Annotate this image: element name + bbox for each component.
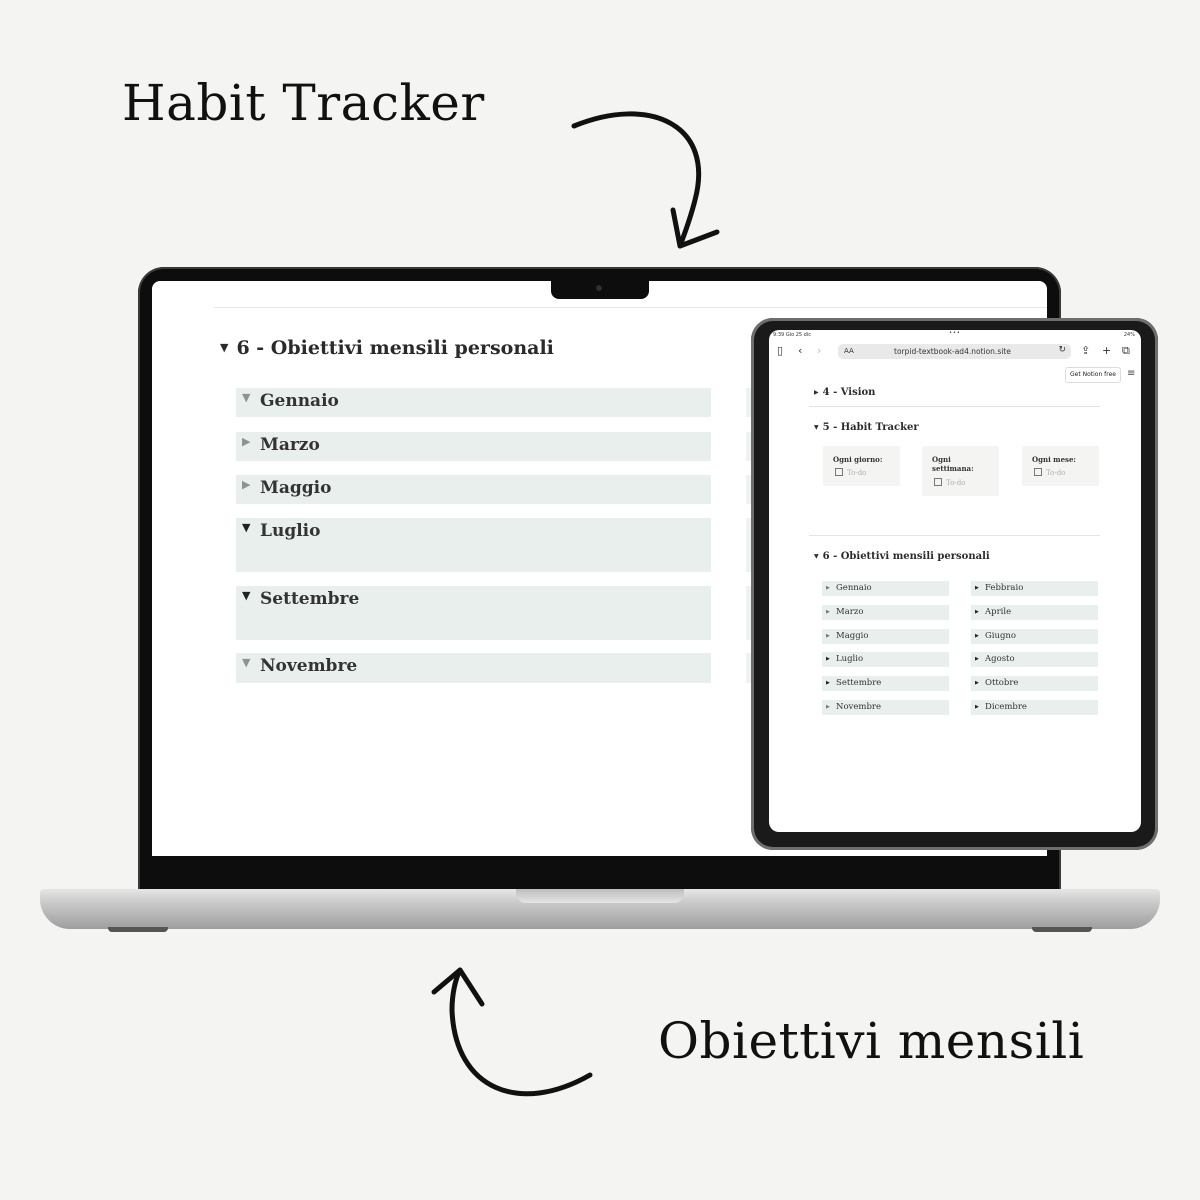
battery-level: 24% <box>1123 332 1135 338</box>
triangle-icon: ▼ <box>242 589 251 602</box>
hamburger-icon[interactable]: ≡ <box>1127 368 1136 379</box>
month-marzo[interactable] <box>822 605 949 620</box>
triangle-icon: ▼ <box>242 656 251 669</box>
triangle-icon: ▶ <box>975 656 979 662</box>
divider <box>809 406 1100 407</box>
month-novembre[interactable] <box>822 700 949 715</box>
section-goals[interactable] <box>814 551 990 562</box>
more-dots-icon[interactable]: ••• <box>949 330 961 336</box>
habit-card-daily <box>823 446 900 486</box>
checkbox-icon[interactable] <box>835 468 843 476</box>
triangle-icon: ▼ <box>220 341 229 354</box>
share-icon[interactable]: ⇪ <box>1081 344 1091 357</box>
divider <box>214 307 1047 308</box>
toggle-settembre[interactable] <box>236 586 711 640</box>
triangle-icon: ▶ <box>814 389 819 396</box>
get-notion-free-button[interactable]: Get Notion free <box>1065 367 1121 383</box>
month-agosto[interactable] <box>971 652 1098 667</box>
toggle-label: Maggio <box>260 478 332 498</box>
toggle-label: Luglio <box>260 521 321 541</box>
month-label: Agosto <box>985 654 1015 664</box>
arrow-up-icon <box>434 970 590 1094</box>
toggle-marzo[interactable] <box>236 432 711 461</box>
section-habit-tracker[interactable] <box>814 422 919 433</box>
caption-habit-tracker: Habit Tracker <box>122 74 485 132</box>
divider <box>809 535 1100 536</box>
todo-placeholder: To-do <box>946 479 966 487</box>
triangle-icon: ▶ <box>975 585 979 591</box>
month-luglio[interactable] <box>822 652 949 667</box>
triangle-icon: ▶ <box>975 704 979 710</box>
caption-obiettivi-mensili: Obiettivi mensili <box>658 1012 1085 1070</box>
month-label: Gennaio <box>836 583 872 593</box>
camera-icon <box>596 285 602 291</box>
sidebar-icon[interactable]: ▯ <box>777 344 784 357</box>
status-time: 9:39 Gio 25 dic <box>773 332 811 338</box>
toggle-label: Gennaio <box>260 391 339 411</box>
checkbox-icon[interactable] <box>934 478 942 486</box>
chevron-right-icon[interactable]: › <box>817 344 822 357</box>
toggle-luglio[interactable] <box>236 518 711 572</box>
section-vision[interactable] <box>814 387 875 398</box>
month-gennaio[interactable] <box>822 581 949 596</box>
habit-card-title: Ogni mese: <box>1032 455 1077 464</box>
month-label: Luglio <box>836 654 864 664</box>
section-label: 5 - Habit Tracker <box>822 422 919 433</box>
month-settembre[interactable] <box>822 676 949 691</box>
toggle-novembre[interactable] <box>236 653 711 683</box>
todo-placeholder: To-do <box>847 469 867 477</box>
toggle-label: Novembre <box>260 656 358 676</box>
month-label: Giugno <box>985 631 1017 641</box>
month-label: Novembre <box>836 702 881 712</box>
triangle-icon: ▶ <box>826 656 830 662</box>
habit-card-title: Ogni giorno: <box>833 455 883 464</box>
month-label: Ottobre <box>985 678 1019 688</box>
section-heading-label: 6 - Obiettivi mensili personali <box>236 337 554 359</box>
section-label: 4 - Vision <box>822 387 876 398</box>
toggle-maggio[interactable] <box>236 475 711 504</box>
arrow-down-icon <box>574 114 717 246</box>
month-maggio[interactable] <box>822 629 949 644</box>
triangle-icon: ▶ <box>826 704 830 710</box>
laptop-foot <box>1032 927 1092 932</box>
month-label: Febbraio <box>985 583 1024 593</box>
browser-toolbar <box>769 342 1141 362</box>
todo-item[interactable] <box>1034 468 1065 477</box>
tablet-screen <box>769 330 1141 832</box>
laptop-bezel <box>152 856 1047 866</box>
triangle-icon: ▶ <box>975 633 979 639</box>
month-febbraio[interactable] <box>971 581 1098 596</box>
triangle-icon: ▶ <box>975 609 979 615</box>
chevron-left-icon[interactable]: ‹ <box>798 344 803 357</box>
checkbox-icon[interactable] <box>1034 468 1042 476</box>
reload-icon[interactable]: ↻ <box>1058 345 1066 355</box>
month-label: Marzo <box>836 607 864 617</box>
tabs-icon[interactable]: ⧉ <box>1122 344 1130 357</box>
reader-aa-button[interactable]: AA <box>844 347 854 355</box>
address-url: torpid-textbook-ad4.notion.site <box>894 347 1011 356</box>
month-dicembre[interactable] <box>971 700 1098 715</box>
month-label: Maggio <box>836 631 869 641</box>
laptop-foot <box>108 927 168 932</box>
triangle-icon: ▼ <box>814 553 819 560</box>
triangle-icon: ▼ <box>814 424 819 431</box>
month-aprile[interactable] <box>971 605 1098 620</box>
plus-icon[interactable]: + <box>1102 344 1112 357</box>
triangle-icon: ▶ <box>242 435 251 448</box>
triangle-icon: ▶ <box>826 585 830 591</box>
todo-item[interactable] <box>934 478 965 487</box>
month-label: Aprile <box>985 607 1012 617</box>
address-bar[interactable] <box>838 344 1071 359</box>
triangle-icon: ▼ <box>242 521 251 534</box>
triangle-icon: ▶ <box>826 609 830 615</box>
todo-item[interactable] <box>835 468 866 477</box>
toggle-label: Marzo <box>260 435 320 455</box>
toggle-gennaio[interactable] <box>236 388 711 417</box>
month-label: Dicembre <box>985 702 1027 712</box>
todo-placeholder: To-do <box>1046 469 1066 477</box>
status-bar <box>769 332 1141 340</box>
section-label: 6 - Obiettivi mensili personali <box>822 551 990 562</box>
triangle-icon: ▶ <box>826 633 830 639</box>
triangle-icon: ▶ <box>242 478 251 491</box>
month-giugno[interactable] <box>971 629 1098 644</box>
habit-card-title: Ogni settimana: <box>932 455 974 473</box>
habit-card-monthly <box>1022 446 1099 486</box>
section-heading-goals[interactable] <box>220 337 554 359</box>
toggle-label: Settembre <box>260 589 360 609</box>
laptop-groove <box>516 889 684 903</box>
triangle-icon: ▶ <box>975 680 979 686</box>
month-label: Settembre <box>836 678 882 688</box>
triangle-icon: ▼ <box>242 391 251 404</box>
habit-card-weekly <box>922 446 999 496</box>
triangle-icon: ▶ <box>826 680 830 686</box>
month-ottobre[interactable] <box>971 676 1098 691</box>
